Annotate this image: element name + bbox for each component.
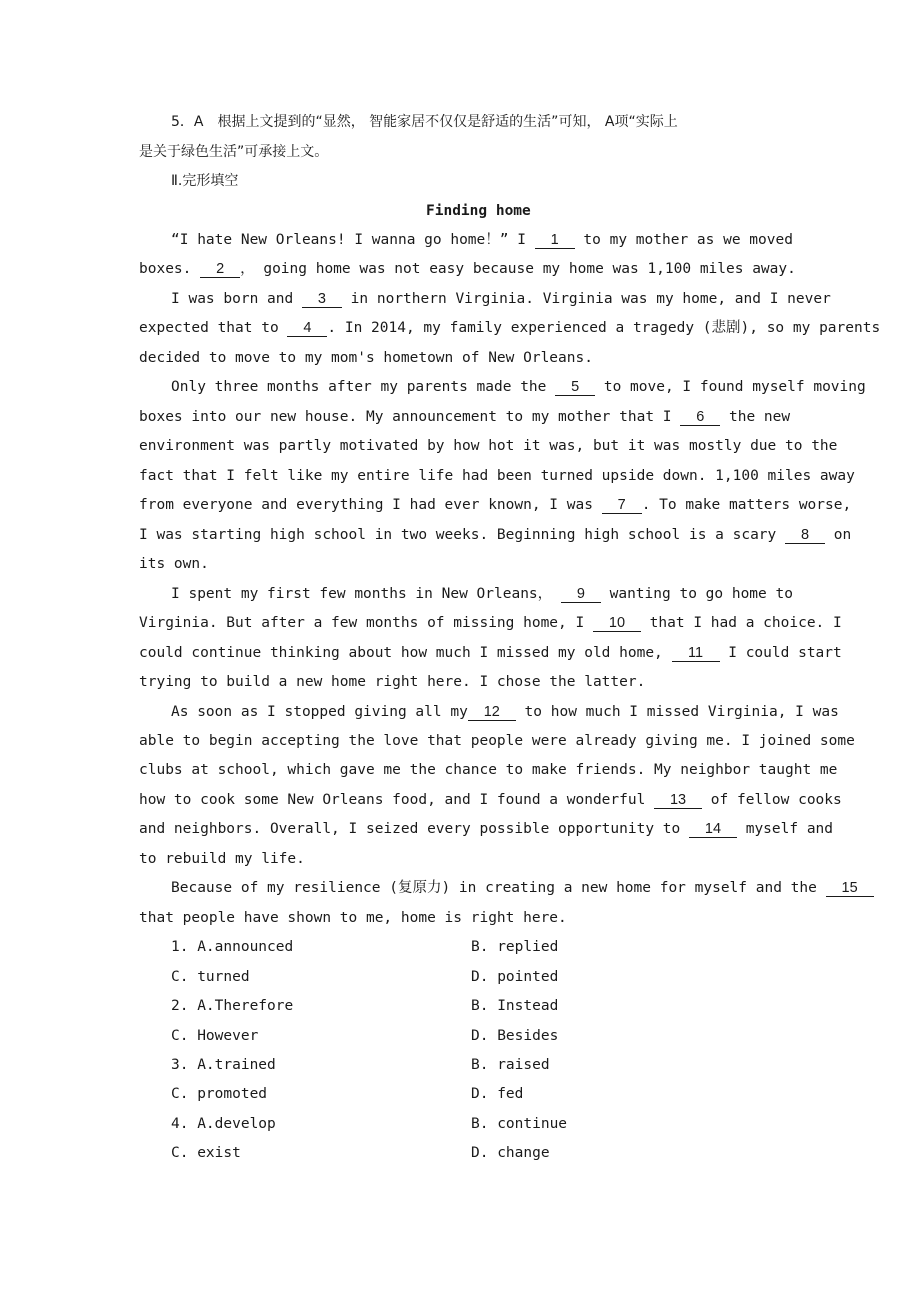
text: I was born and	[171, 291, 302, 307]
text: myself and	[736, 821, 834, 837]
text: wanting to go home to	[600, 586, 793, 602]
answer-note-line-1: 5．A 根据上文提到的“显然， 智能家居不仅仅是舒适的生活”可知， A项“实际上	[171, 114, 678, 130]
text: to move, I found myself moving	[595, 379, 866, 395]
p5-line-2: able to begin accepting the love that people were already giving me. I joined some	[139, 733, 855, 749]
text: and neighbors. Overall, I seized every possible opportunity to	[139, 821, 689, 837]
text: to how much I missed Virginia, I was	[515, 704, 839, 720]
p4-line-1	[171, 584, 793, 604]
text: in northern Virginia. Virginia was my home, and I never	[341, 291, 831, 307]
p5-line-1	[171, 702, 839, 722]
text: how to cook some New Orleans food, and I found a wonderful	[139, 792, 655, 808]
text: I was starting high school in two weeks. Beginning high school is a scary	[139, 527, 786, 543]
text: “I hate New Orleans! I wanna go home！” I	[171, 232, 535, 248]
p3-line-2	[139, 407, 790, 427]
p5-line-4	[139, 790, 842, 810]
text: Because of my resilience (复原力) in creating a new home for myself and the	[171, 880, 826, 896]
q2-option-c: C. However	[171, 1028, 259, 1044]
p3-line-5	[139, 495, 851, 515]
p5-line-5	[139, 819, 833, 839]
text: boxes.	[139, 261, 201, 277]
text: expected that to	[139, 320, 288, 336]
q4-option-c: C. exist	[171, 1145, 241, 1161]
q2-option-d: D. Besides	[471, 1028, 559, 1044]
blank-1: 1	[535, 232, 575, 249]
p3-line-7: its own.	[139, 556, 209, 572]
p5-line-6: to rebuild my life.	[139, 851, 305, 867]
q1-option-b: B. replied	[471, 939, 559, 955]
q3-option-d: D. fed	[471, 1086, 524, 1102]
text: could continue thinking about how much I missed my old home,	[139, 645, 672, 661]
text: to my mother as we moved	[574, 232, 793, 248]
blank-11: 11	[672, 645, 720, 662]
q3-option-a: 3. A.trained	[171, 1057, 276, 1073]
q2-option-a: 2. A.Therefore	[171, 998, 294, 1014]
p6-line-2: that people have shown to me, home is right here.	[139, 910, 567, 926]
blank-2: 2	[200, 261, 240, 278]
blank-8: 8	[785, 527, 825, 544]
blank-7: 7	[602, 497, 642, 514]
p1-line-1	[171, 230, 793, 250]
blank-13: 13	[654, 792, 702, 809]
q1-option-d: D. pointed	[471, 969, 559, 985]
p3-line-1	[171, 377, 866, 397]
p6-line-1	[171, 878, 874, 898]
section-heading: Ⅱ.完形填空	[171, 173, 239, 189]
blank-5: 5	[555, 379, 595, 396]
blank-3: 3	[302, 291, 342, 308]
q3-option-b: B. raised	[471, 1057, 550, 1073]
q1-option-c: C. turned	[171, 969, 250, 985]
blank-10: 10	[593, 615, 641, 632]
text: . In 2014, my family experienced a tragedy (悲剧), so my parents	[327, 320, 881, 336]
q3-option-c: C. promoted	[171, 1086, 268, 1102]
text: I could start	[719, 645, 842, 661]
p3-line-6	[139, 525, 851, 545]
text: . To make matters worse,	[641, 497, 852, 513]
blank-14: 14	[689, 821, 737, 838]
text: As soon as I stopped giving all my	[171, 704, 468, 720]
p2-line-2	[139, 318, 880, 338]
p3-line-4: fact that I felt like my entire life had been turned upside down. 1,100 miles away	[139, 468, 855, 484]
blank-12: 12	[468, 704, 516, 721]
text: I spent my first few months in New Orleans，	[171, 586, 561, 602]
text: ， going home was not easy because my home was 1,100 miles away.	[240, 261, 796, 277]
text: Virginia. But after a few months of missing home, I	[139, 615, 593, 631]
q4-option-b: B. continue	[471, 1116, 568, 1132]
p5-line-3: clubs at school, which gave me the chance to make friends. My neighbor taught me	[139, 762, 838, 778]
text: on	[825, 527, 852, 543]
p4-line-2	[139, 613, 842, 633]
blank-4: 4	[287, 320, 327, 337]
p2-line-1	[171, 289, 831, 309]
p1-line-2	[139, 259, 796, 279]
passage-title: Finding home	[426, 203, 531, 219]
text: that I had a choice. I	[640, 615, 842, 631]
text: the new	[720, 409, 791, 425]
answer-note-line-2: 是关于绿色生活”可承接上文。	[139, 144, 329, 160]
q2-option-b: B. Instead	[471, 998, 559, 1014]
blank-6: 6	[680, 409, 720, 426]
blank-15: 15	[826, 880, 874, 897]
text: of fellow cooks	[702, 792, 842, 808]
q4-option-a: 4. A.develop	[171, 1116, 276, 1132]
p4-line-3	[139, 643, 842, 663]
p4-line-4: trying to build a new home right here. I chose the latter.	[139, 674, 646, 690]
blank-9: 9	[561, 586, 601, 603]
p2-line-3: decided to move to my mom's hometown of New Orleans.	[139, 350, 593, 366]
text: boxes into our new house. My announcement to my mother that I	[139, 409, 681, 425]
text: Only three months after my parents made the	[171, 379, 556, 395]
q4-option-d: D. change	[471, 1145, 550, 1161]
text: from everyone and everything I had ever known, I was	[139, 497, 602, 513]
q1-option-a: 1. A.announced	[171, 939, 294, 955]
p3-line-3: environment was partly motivated by how hot it was, but it was mostly due to the	[139, 438, 838, 454]
